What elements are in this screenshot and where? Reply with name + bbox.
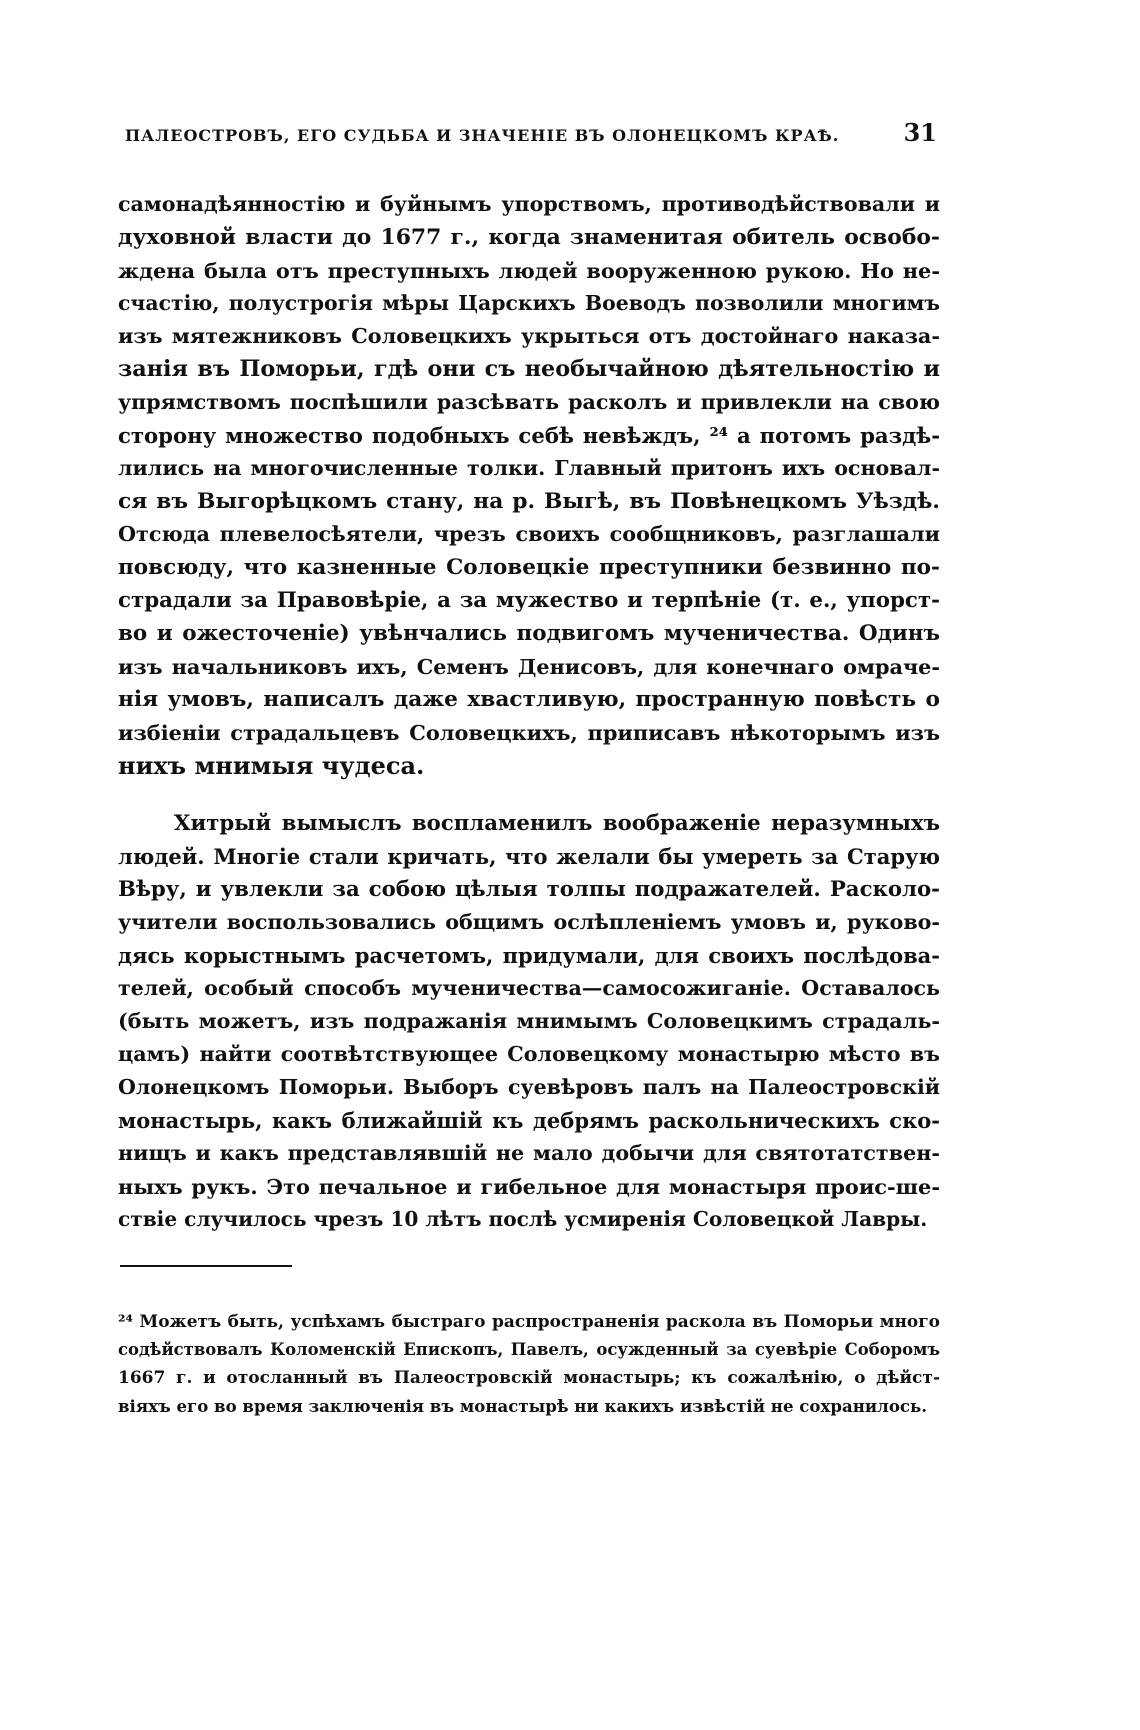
text-line: цамъ) найти соотвѣтствующее Соловецкому монастырю мѣсто въ xyxy=(118,1042,940,1066)
footnote xyxy=(118,1308,940,1420)
text-line: упрямствомъ поспѣшили разсѣвать расколъ и привлекли на свою xyxy=(118,390,940,414)
running-head-title: ПАЛЕОСТРОВЪ, ЕГО СУДЬБА И ЗНАЧЕНІЕ ВЪ ОЛОНЕЦКОМЪ КРАѢ. xyxy=(125,126,840,145)
text-line: телей, особый способъ мученичества—самосожиганіе. Оставалось xyxy=(118,976,940,1000)
text-line: учители воспользовались общимъ ослѣпленіемъ умовъ и, руково- xyxy=(118,910,940,934)
text-line: Отсюда плевелосѣятели, чрезъ своихъ сообщниковъ, разглашали xyxy=(118,522,940,546)
text-line: страдали за Правовѣріе, а за мужество и терпѣніе (т. е., упорст- xyxy=(118,588,940,613)
text-line: ся въ Выгорѣцкомъ стану, на р. Выгѣ, въ Повѣнецкомъ Уѣздѣ. xyxy=(118,489,940,514)
text-line: изъ начальниковъ ихъ, Семенъ Денисовъ, для конечнаго омраче- xyxy=(118,654,940,679)
running-head xyxy=(125,118,937,147)
text-line: самонадѣянностію и буйнымъ упорствомъ, противодѣйствовали и xyxy=(118,192,940,216)
text-line: Хитрый вымыслъ воспламенилъ воображеніе неразумныхъ xyxy=(174,811,940,836)
text-line: монастырь, какъ ближайшій къ дебрямъ раскольническихъ ско- xyxy=(118,1108,940,1133)
text-line: ныхъ рукъ. Это печальное и гибельное для монастыря проис-ше- xyxy=(118,1174,940,1199)
text-line: духовной власти до 1677 г., когда знаменитая обитель освобо- xyxy=(118,224,940,250)
text-line: ствіе случилось чрезъ 10 лѣтъ послѣ усмиренія Соловецкой Лавры. xyxy=(118,1207,928,1231)
text-line: Вѣру, и увлекли за собою цѣлыя толпы подражателей. Расколо- xyxy=(118,877,940,902)
text-line: сторону множество подобныхъ себѣ невѣждъ, ²⁴ а потомъ раздѣ- xyxy=(118,423,940,448)
page-number: 31 xyxy=(903,118,937,147)
footnote-line: содѣйствовалъ Коломенскій Епископъ, Павелъ, осужденный за суевѣріе Соборомъ xyxy=(118,1340,940,1359)
footnote-line: 1667 г. и отосланный въ Палеостровскій монастырь; къ сожалѣнію, о дѣйст- xyxy=(118,1368,940,1388)
text-line: ждена была отъ преступныхъ людей вооруженною рукою. Но не- xyxy=(118,258,940,283)
footnote-line: ²⁴ Можетъ быть, успѣхамъ быстраго распространенія раскола въ Поморьи много xyxy=(118,1312,940,1332)
text-line: во и ожесточеніе) увѣнчались подвигомъ мученичества. Одинъ xyxy=(118,621,940,646)
text-line: (быть можетъ, изъ подражанія мнимымъ Соловецкимъ страдаль- xyxy=(118,1009,940,1033)
text-line: лились на многочисленные толки. Главный притонъ ихъ основал- xyxy=(118,456,940,480)
text-line: нищъ и какъ представлявшій не мало добычи для святотатствен- xyxy=(118,1141,940,1165)
text-line: людей. Многіе стали кричать, что желали бы умереть за Старую xyxy=(118,844,940,869)
paragraph-2 xyxy=(118,807,940,1236)
footnote-line: віяхъ его во время заключенія въ монастырѣ ни какихъ извѣстій не сохранилось. xyxy=(118,1396,928,1416)
text-line: счастію, полустрогія мѣры Царскихъ Воеводъ позволили многимъ xyxy=(118,291,940,315)
text-line: Олонецкомъ Поморьи. Выборъ суевѣровъ палъ на Палеостровскій xyxy=(118,1075,940,1099)
text-line: дясь корыстнымъ расчетомъ, придумали, для своихъ послѣдова- xyxy=(118,943,940,968)
paragraph-1 xyxy=(118,188,940,782)
text-line: повсюду, что казненные Соловецкіе преступники безвинно по- xyxy=(118,555,940,580)
footnote-divider xyxy=(120,1265,292,1267)
text-line: нія умовъ, написалъ даже хвастливую, пространную повѣсть о xyxy=(118,687,940,712)
text-line: изъ мятежниковъ Соловецкихъ укрыться отъ достойнаго наказа- xyxy=(118,324,940,348)
text-line: нихъ мнимыя чудеса. xyxy=(118,751,425,780)
text-line: избіеніи страдальцевъ Соловецкихъ, приписавъ нѣкоторымъ изъ xyxy=(118,720,940,745)
text-line: занія въ Поморьи, гдѣ они съ необычайною дѣятельностію и xyxy=(118,356,940,382)
